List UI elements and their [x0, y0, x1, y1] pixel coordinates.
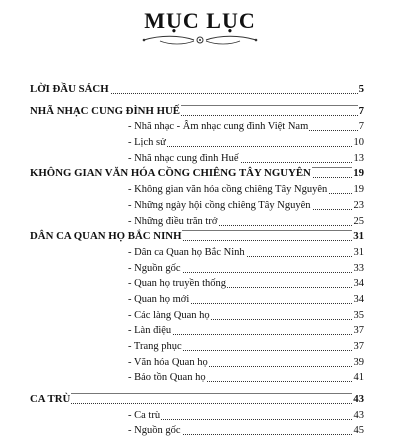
- toc-entry-row[interactable]: [30, 339, 364, 355]
- toc-entry-row[interactable]: [30, 276, 364, 292]
- toc-entry-row[interactable]: [30, 355, 364, 371]
- toc-label: - Dân ca Quan họ Bắc Ninh: [128, 246, 245, 258]
- toc-page-number: 7: [358, 104, 364, 117]
- toc-entry-row[interactable]: [30, 119, 364, 135]
- dot-leader: [30, 403, 364, 404]
- toc-page-number: 33: [353, 262, 364, 274]
- toc-page-number: 25: [353, 215, 364, 227]
- toc-entry-row[interactable]: [30, 198, 364, 214]
- toc-entry-row[interactable]: [30, 423, 364, 439]
- toc-label: - Nhã nhạc cung đình Huế: [128, 152, 239, 164]
- toc-label: - Nhã nhạc - Âm nhạc cung đình Việt Nam: [128, 121, 309, 133]
- toc-label: NHÃ NHẠC CUNG ĐÌNH HUẾ: [30, 104, 180, 117]
- toc-page-number: 7: [358, 121, 364, 133]
- toc-label: - Lịch sử: [128, 137, 166, 149]
- toc-section-row[interactable]: [30, 82, 364, 98]
- toc-page-number: 13: [353, 152, 364, 164]
- toc-entry-row[interactable]: [30, 151, 364, 167]
- toc-entry-row[interactable]: [30, 370, 364, 386]
- toc-label: LỜI ĐẦU SÁCH: [30, 83, 109, 95]
- toc-page-number: 31: [353, 246, 364, 258]
- toc-label: DÂN CA QUAN HỌ BẮC NINH: [30, 230, 182, 243]
- toc-page-number: 19: [353, 184, 364, 196]
- toc-entry-row[interactable]: [30, 408, 364, 424]
- toc-entry-row[interactable]: [30, 214, 364, 230]
- toc-label: KHÔNG GIAN VĂN HÓA CỒNG CHIÊNG TÂY NGUYÊN: [30, 167, 311, 180]
- toc-entry-row[interactable]: [30, 135, 364, 151]
- toc-section-row[interactable]: [30, 166, 364, 182]
- toc-label: - Những điều trăn trở: [128, 215, 218, 227]
- toc-label: - Văn hóa Quan họ: [128, 356, 208, 368]
- toc-label: - Các làng Quan họ: [128, 309, 210, 321]
- toc-page-number: 41: [353, 372, 364, 384]
- toc-label: - Không gian văn hóa cồng chiêng Tây Nguyên: [128, 184, 328, 196]
- toc-page-number: 5: [358, 83, 364, 95]
- dot-leader: [128, 419, 364, 420]
- toc-label: - Nguồn gốc: [128, 425, 181, 437]
- toc-section-row[interactable]: [30, 104, 364, 120]
- toc-label: - Ca trù: [128, 409, 161, 421]
- toc-entry-row[interactable]: [30, 245, 364, 261]
- flourish-divider-icon: [140, 33, 260, 47]
- toc-page-number: 37: [353, 325, 364, 337]
- toc-entry-row[interactable]: [30, 182, 364, 198]
- toc-entry-row[interactable]: [30, 261, 364, 277]
- toc-label: - Làn điệu: [128, 325, 172, 337]
- toc-entry-row[interactable]: [30, 292, 364, 308]
- toc-page-number: 37: [353, 341, 364, 352]
- page-title: MỤC LỤC: [144, 8, 256, 33]
- toc-page-number: 23: [353, 199, 364, 211]
- toc-label: - Nguồn gốc: [128, 262, 181, 274]
- toc-section-row[interactable]: [30, 229, 364, 245]
- toc-label: - Quan họ mới: [128, 293, 190, 305]
- toc-label: - Trang phục: [128, 341, 182, 352]
- toc-label: - Bảo tồn Quan họ: [128, 372, 206, 384]
- toc-label: - Những ngày hội cồng chiêng Tây Nguyên: [128, 199, 311, 211]
- toc-entry-row[interactable]: [30, 308, 364, 324]
- toc-page-number: 43: [353, 393, 364, 406]
- toc-page-number: 45: [353, 425, 364, 437]
- toc-page-number: 31: [353, 230, 364, 243]
- toc-page-number: 39: [353, 356, 364, 368]
- toc-label: CA TRÙ: [30, 393, 71, 406]
- toc-label: - Quan họ truyền thống: [128, 278, 226, 290]
- toc-page-number: 35: [353, 309, 364, 321]
- toc-page-number: 34: [353, 278, 364, 290]
- section-divider: [30, 393, 364, 394]
- toc-page-number: 10: [353, 137, 364, 149]
- toc-entry-row[interactable]: [30, 323, 364, 339]
- toc-page-number: 43: [353, 409, 364, 421]
- toc-page-number: 34: [353, 293, 364, 305]
- toc-page-number: 19: [353, 167, 364, 180]
- table-of-contents: [30, 82, 364, 439]
